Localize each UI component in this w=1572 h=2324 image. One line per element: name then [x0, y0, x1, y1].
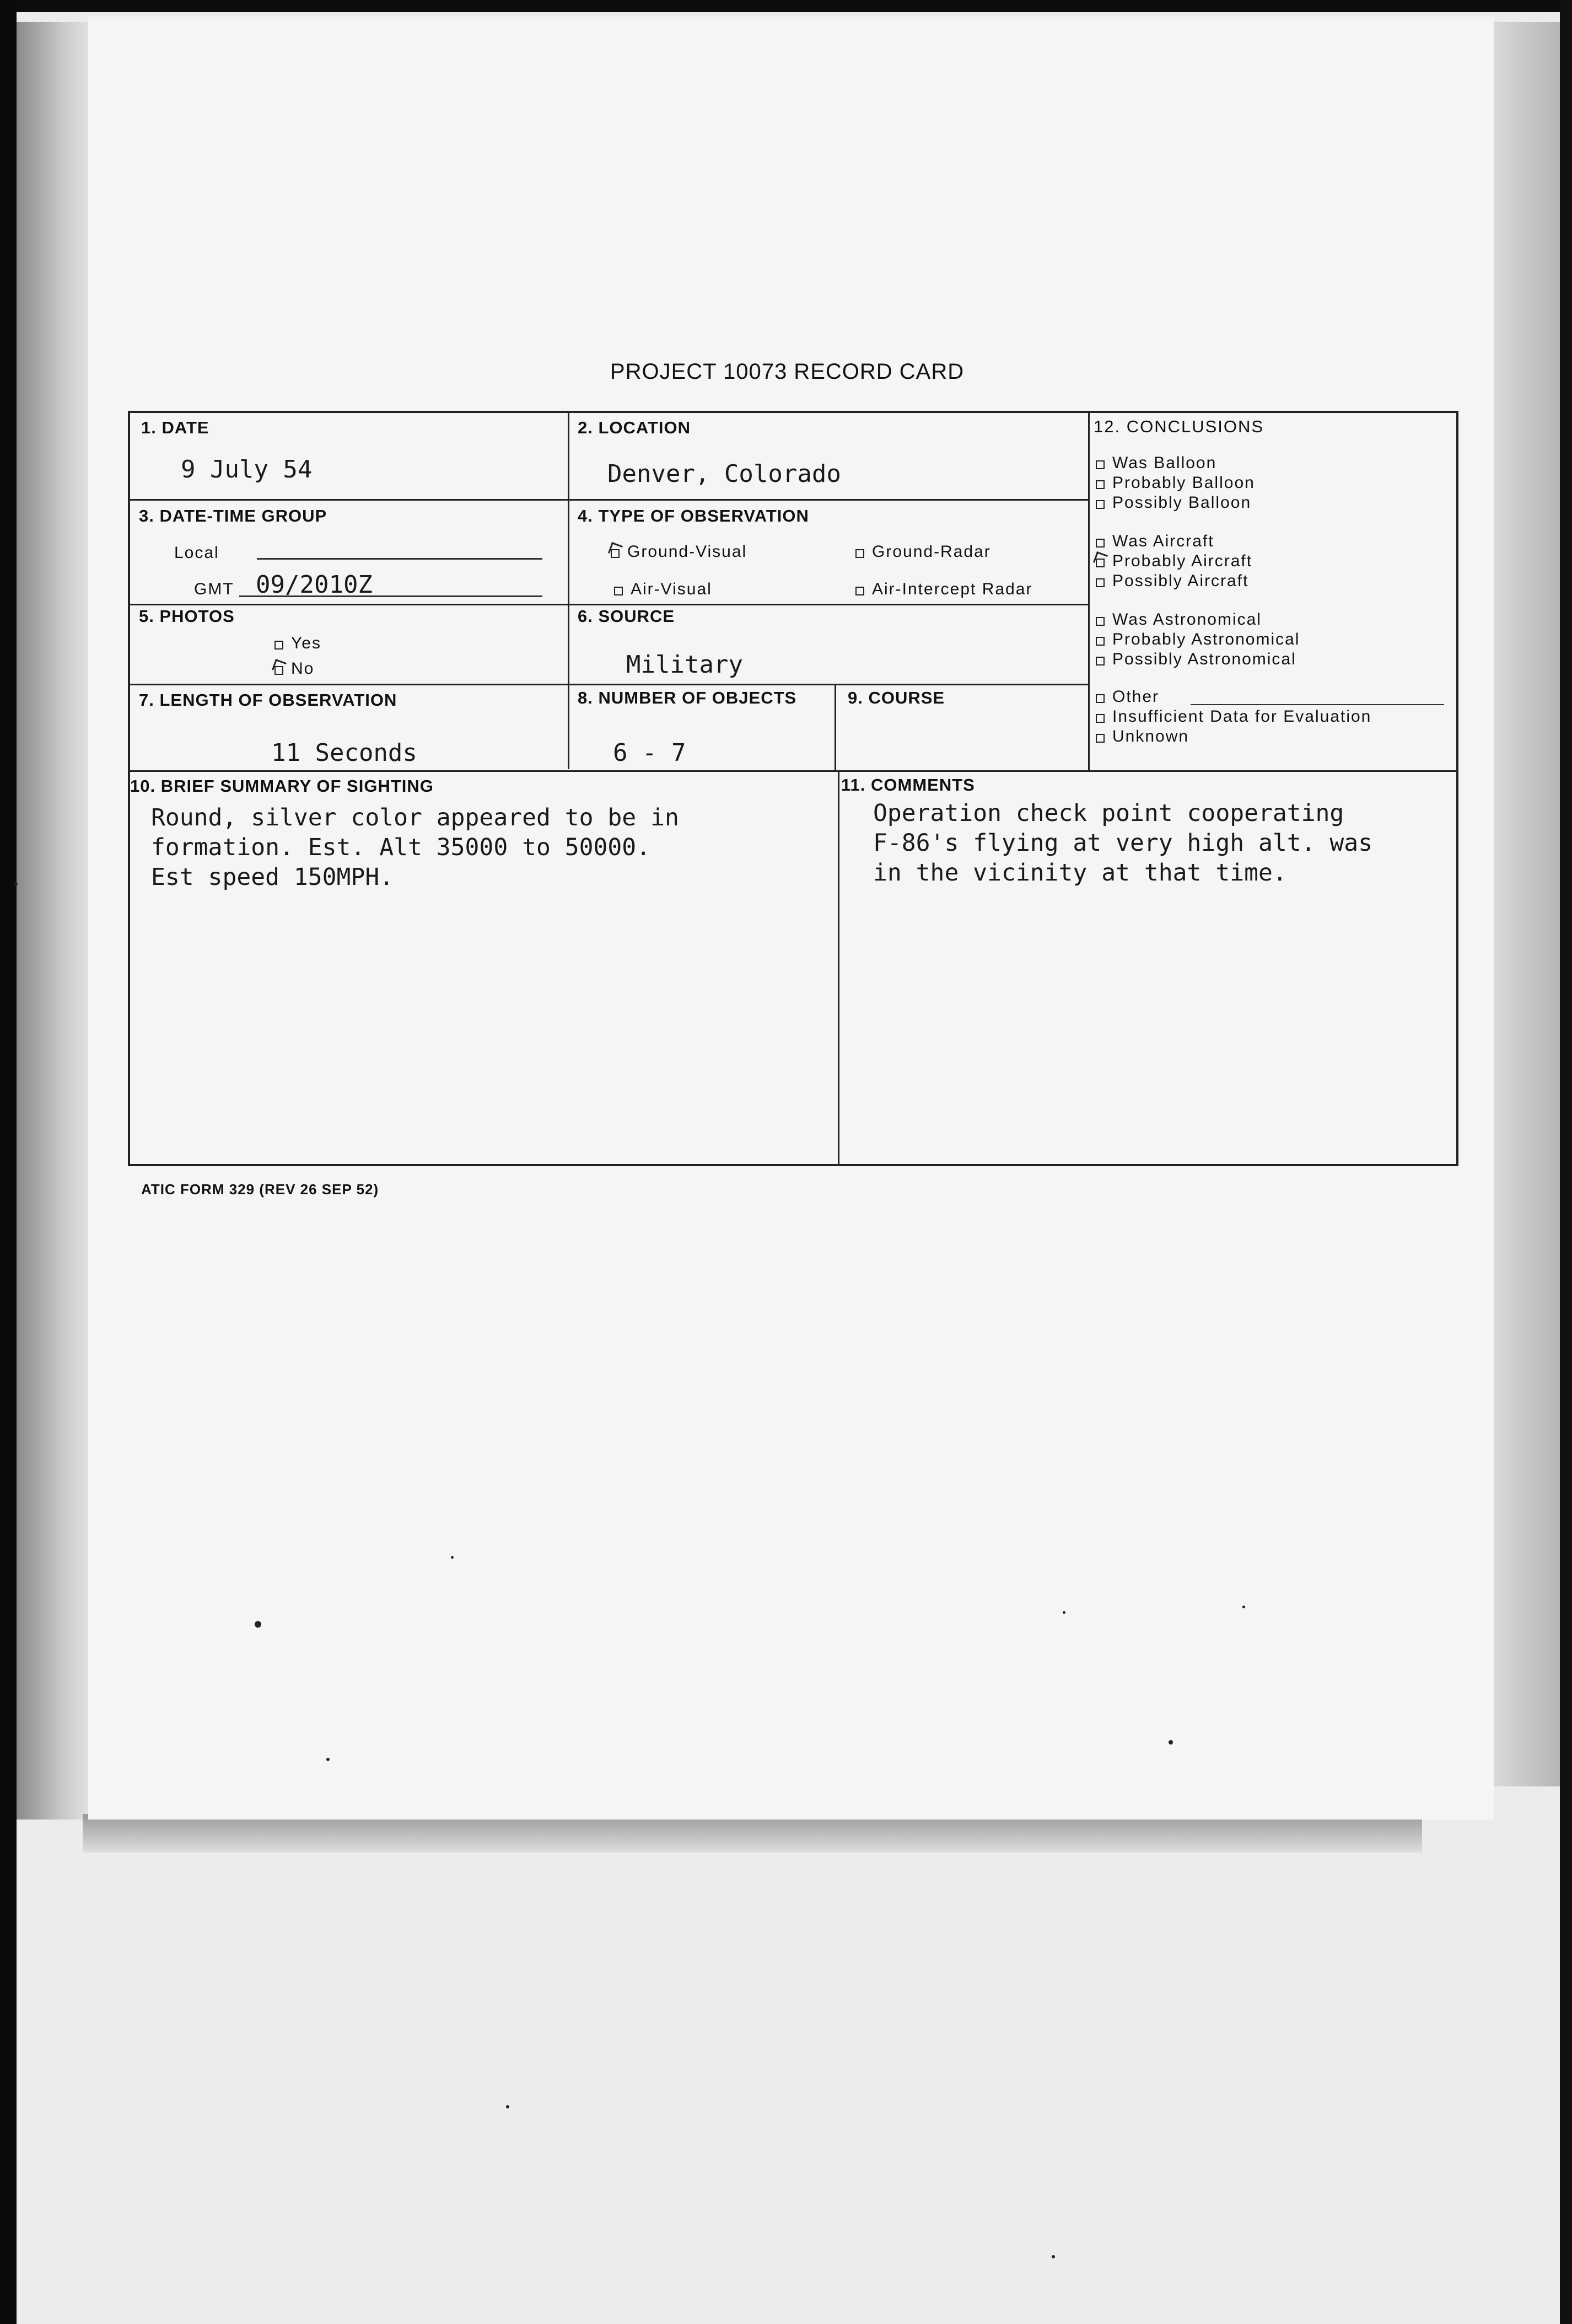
conclusions-aircraft-group	[1096, 532, 1252, 591]
air-visual-checkbox	[614, 587, 623, 595]
ground-visual-label: Ground-Visual	[627, 543, 747, 561]
scan-border-right	[1560, 0, 1572, 2324]
conclusion-checkbox	[1096, 578, 1105, 587]
comments-line: Operation check point cooperating	[873, 799, 1344, 827]
summary-line: Est speed 150MPH.	[151, 863, 394, 891]
divider-row-4	[130, 770, 1457, 772]
conclusion-checkbox	[1096, 657, 1105, 665]
dtg-local-line	[257, 558, 542, 560]
conclusion-label: Was Balloon	[1112, 454, 1217, 472]
conclusion-label: Unknown	[1112, 727, 1189, 745]
photos-no	[274, 659, 314, 678]
divider-row-3	[130, 684, 1089, 685]
dtg-gmt-label: GMT	[194, 580, 234, 598]
date-value: 9 July 54	[181, 455, 313, 484]
scan-speck	[326, 1758, 330, 1761]
length-label: 7. LENGTH OF OBSERVATION	[139, 690, 397, 710]
conclusion-item	[1096, 727, 1371, 747]
scan-speck	[506, 2105, 509, 2108]
obs-air-intercept-radar	[855, 580, 1032, 599]
date-label: 1. DATE	[141, 418, 209, 437]
comments-text	[873, 798, 1372, 888]
divider-row-2a	[130, 604, 568, 605]
source-label: 6. SOURCE	[578, 607, 675, 626]
other-underline	[1191, 704, 1444, 705]
location-value: Denver, Colorado	[607, 460, 841, 488]
conclusions-other-group	[1096, 687, 1371, 747]
conclusion-checkbox	[1096, 539, 1105, 548]
conclusion-checkbox	[1096, 714, 1105, 723]
comments-line: F-86's flying at very high alt. was	[873, 829, 1373, 857]
comments-line: in the vicinity at that time.	[873, 859, 1287, 887]
scan-speck	[1052, 2255, 1055, 2258]
conclusion-checkbox	[1096, 637, 1105, 646]
ground-radar-checkbox	[855, 549, 864, 558]
dtg-local-label: Local	[174, 544, 219, 562]
scan-border-top	[0, 0, 1572, 12]
summary-line: formation. Est. Alt 35000 to 50000.	[151, 834, 651, 861]
length-value: 11 Seconds	[271, 739, 417, 767]
source-value: Military	[626, 651, 743, 679]
conclusion-item	[1096, 453, 1255, 473]
divider-row-1	[130, 499, 1089, 501]
obs-air-visual	[614, 580, 712, 599]
page-shadow-bottom	[83, 1814, 1422, 1853]
conclusions-balloon-group	[1096, 453, 1255, 513]
dtg-gmt-value: 09/2010Z	[256, 571, 373, 599]
air-intercept-radar-label: Air-Intercept Radar	[872, 580, 1033, 598]
conclusion-label: Probably Astronomical	[1112, 630, 1300, 648]
conclusion-label: Probably Aircraft	[1112, 552, 1253, 570]
summary-text	[151, 803, 679, 892]
scan-speck	[451, 1556, 454, 1559]
conclusion-item	[1096, 473, 1255, 493]
air-intercept-radar-checkbox	[855, 587, 864, 595]
conclusion-item	[1096, 551, 1252, 571]
conclusion-label: Was Aircraft	[1112, 532, 1214, 550]
conclusion-item	[1096, 650, 1300, 669]
divider-col-1	[568, 412, 569, 769]
conclusion-label: Probably Balloon	[1112, 474, 1255, 492]
conclusions-label: 12. CONCLUSIONS	[1094, 417, 1264, 436]
conclusion-label: Was Astronomical	[1112, 610, 1262, 629]
conclusion-checkbox	[1096, 617, 1105, 626]
observation-type-label: 4. TYPE OF OBSERVATION	[578, 506, 809, 525]
location-label: 2. LOCATION	[578, 418, 691, 437]
summary-label: 10. BRIEF SUMMARY OF SIGHTING	[130, 776, 434, 796]
form-footer: ATIC FORM 329 (REV 26 SEP 52)	[141, 1181, 379, 1198]
conclusion-item	[1096, 532, 1252, 551]
obs-ground-visual	[611, 543, 747, 561]
scan-border-left	[0, 0, 17, 2324]
comments-label: 11. COMMENTS	[841, 775, 975, 795]
conclusion-checkbox	[1096, 734, 1105, 743]
photos-no-label: No	[291, 659, 315, 678]
conclusion-label: Other	[1112, 688, 1160, 706]
photos-label: 5. PHOTOS	[139, 607, 235, 626]
ground-radar-label: Ground-Radar	[872, 543, 991, 561]
conclusion-label: Insufficient Data for Evaluation	[1112, 707, 1372, 726]
divider-summary-comments	[838, 770, 839, 1164]
page-shadow-right	[1488, 22, 1560, 1786]
divider-objects-course	[835, 684, 836, 770]
photos-yes-label: Yes	[291, 634, 321, 652]
conclusion-label: Possibly Balloon	[1112, 493, 1252, 512]
scan-speck	[14, 882, 18, 885]
divider-row-2b	[568, 604, 1088, 605]
conclusion-item	[1096, 493, 1255, 513]
conclusion-checkbox-checked	[1096, 559, 1105, 567]
conclusion-item	[1096, 610, 1300, 630]
scan-speck	[1169, 1740, 1173, 1745]
scan-speck	[1063, 1611, 1065, 1614]
conclusion-checkbox	[1096, 500, 1105, 509]
scan-speck	[1242, 1606, 1245, 1608]
page-shadow-left	[17, 22, 94, 1820]
conclusion-item	[1096, 630, 1300, 650]
divider-col-2	[1088, 412, 1090, 772]
conclusion-checkbox	[1096, 460, 1105, 469]
course-label: 9. COURSE	[848, 688, 945, 707]
conclusion-label: Possibly Astronomical	[1112, 650, 1296, 668]
conclusion-label: Possibly Aircraft	[1112, 572, 1249, 590]
photos-yes	[274, 634, 321, 653]
dtg-label: 3. DATE-TIME GROUP	[139, 506, 327, 525]
conclusion-checkbox	[1096, 694, 1105, 703]
conclusion-item	[1096, 571, 1252, 591]
ground-visual-checkbox	[611, 549, 620, 558]
obs-ground-radar	[855, 543, 991, 561]
objects-label: 8. NUMBER OF OBJECTS	[578, 688, 797, 707]
objects-value: 6 - 7	[613, 739, 686, 767]
photos-no-checkbox	[274, 666, 283, 675]
conclusion-checkbox	[1096, 480, 1105, 489]
card-title: PROJECT 10073 RECORD CARD	[610, 359, 965, 384]
photos-yes-checkbox	[274, 641, 283, 650]
scan-speck	[255, 1621, 261, 1628]
summary-line: Round, silver color appeared to be in	[151, 804, 679, 831]
conclusions-astronomical-group	[1096, 610, 1300, 669]
conclusion-item	[1096, 707, 1371, 727]
air-visual-label: Air-Visual	[631, 580, 712, 598]
